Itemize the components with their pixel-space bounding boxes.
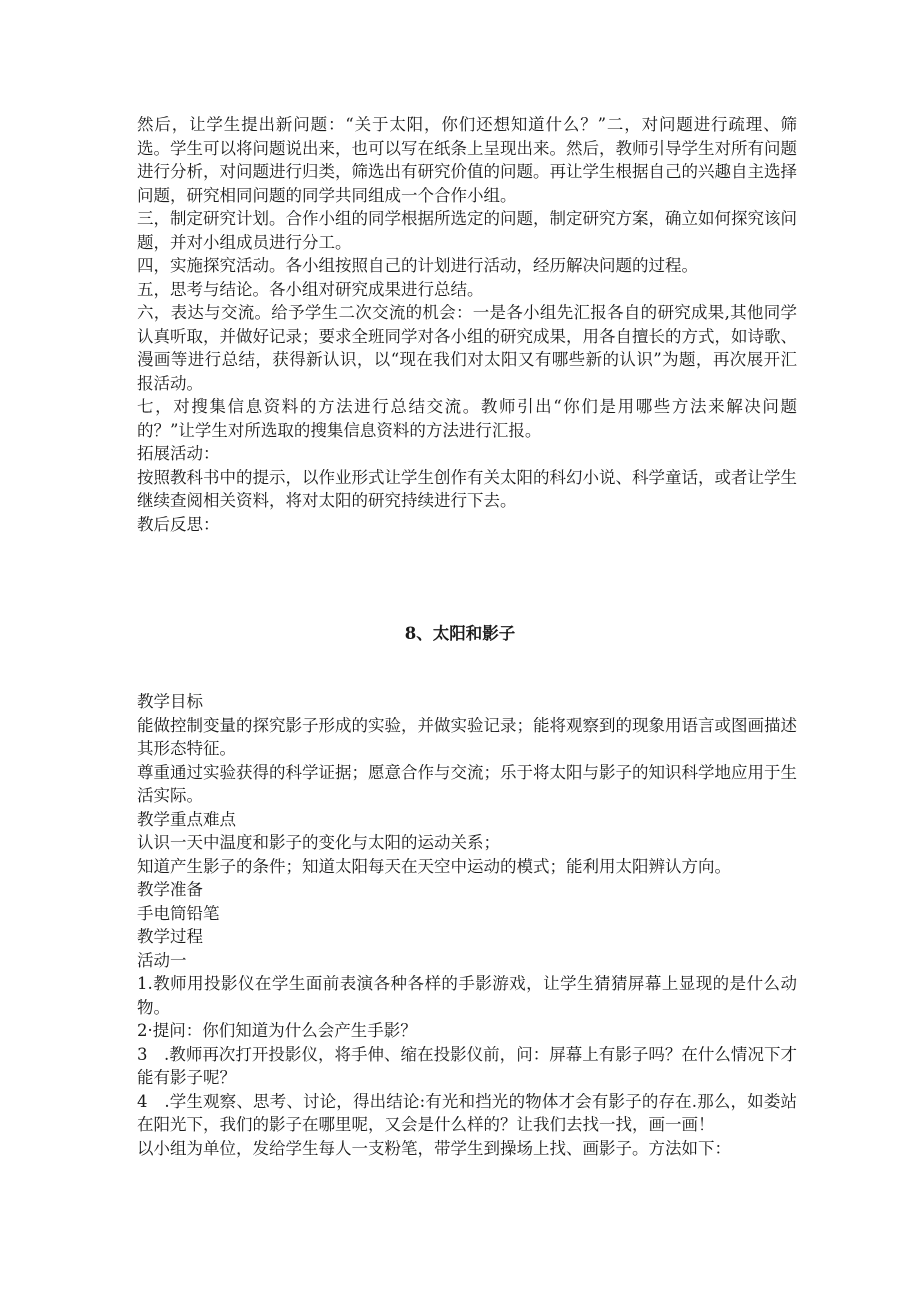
paragraph-step-6: 六，表达与交流。给予学生二次交流的机会：一是各小组先汇报各自的研究成果,其他同学认真听取，并做好记录；要求全班同学对各小组的研究成果，用各自擅长的方式，如诗歌、漫画等进行总结，获得新认识，以“现在我们对太阳又有哪些新的认识”为题，再次展开汇报活动。 xyxy=(137,303,797,393)
paragraph-step-3: 三，制定研究计划。合作小组的同学根据所选定的问题，制定研究方案，确立如何探究该问题，并对小组成员进行分工。 xyxy=(137,209,797,252)
heading-activity-1: 活动一 xyxy=(137,950,187,970)
heading-key-points: 教学重点难点 xyxy=(137,809,236,829)
heading-extension-activity: 拓展活动： xyxy=(137,444,220,463)
heading-teaching-goals: 教学目标 xyxy=(137,692,203,711)
paragraph-step-4: 四，实施探究活动。各小组按照自己的计划进行活动，经历解决问题的过程。 xyxy=(137,256,698,275)
lesson-title: 8、太阳和影子 xyxy=(404,624,516,643)
paragraph-item-4: 4 .学生观察、思考、讨论，得出结论:有光和挡光的物体才会有影子的存在.那么，如娄站在阳光下，我们的影子在哪里呢，又会是什么样的？让我们去找一找，画一画！ xyxy=(137,1091,797,1134)
paragraph-goal-1: 能做控制变量的探究影子形成的实验，并做实验记录；能将观察到的现象用语言或图画描述其形态特征。 xyxy=(137,715,797,758)
section-2-body xyxy=(137,690,797,1160)
paragraph-key-point-2: 知道产生影子的条件；知道太阳每天在天空中运动的模式；能利用太阳辨认方向。 xyxy=(137,856,731,876)
section-1-body xyxy=(137,113,797,536)
paragraph-item-1: 1.教师用投影仪在学生面前表演各种各样的手影游戏，让学生猜猜屏幕上显现的是什么动物。 xyxy=(137,974,797,1017)
heading-process: 教学过程 xyxy=(137,927,203,946)
heading-preparation: 教学准备 xyxy=(137,880,203,899)
paragraph-extension: 按照教科书中的提示，以作业形式让学生创作有关太阳的科幻小说、科学童话，或者让学生继续查阅相关资料，将对太阳的研究持续进行下去。 xyxy=(137,467,797,510)
paragraph-item-3: 3 .教师再次打开投影仪，将手伸、缩在投影仪前，问：屏幕上有影子吗？在什么情况下才能有影子呢？ xyxy=(137,1044,797,1087)
paragraph-materials: 手电筒铅笔 xyxy=(137,903,220,923)
heading-reflection: 教后反思： xyxy=(137,514,220,534)
paragraph-goal-2: 尊重通过实验获得的科学证据；愿意合作与交流；乐于将太阳与影子的知识科学地应用于生活实际。 xyxy=(137,762,797,805)
paragraph-step-7: 七，对搜集信息资料的方法进行总结交流。教师引出“你们是用哪些方法来解决问题的？”让学生对所选取的搜集信息资料的方法进行汇报。 xyxy=(137,397,797,440)
paragraph-new-questions: 然后，让学生提出新问题：“关于太阳，你们还想知道什么？”二，对问题进行疏理、筛选。学生可以将问题说出来，也可以写在纸条上呈现出来。然后，教师引导学生对所有问题进行分析，对问题进行归类，筛选出有研究价值的问题。再让学生根据自己的兴趣自主选择问题，研究相同问题的同学共同组成一个合作小组。 xyxy=(137,115,797,205)
paragraph-group-method: 以小组为单位，发给学生每人一支粉笔，带学生到操场上找、画影子。方法如下： xyxy=(137,1138,731,1158)
paragraph-key-point-1: 认识一天中温度和影子的变化与太阳的运动关系； xyxy=(137,833,500,852)
paragraph-step-5: 五，思考与结论。各小组对研究成果进行总结。 xyxy=(137,279,484,299)
paragraph-item-2: 2·提问：你们知道为什么会产生手影？ xyxy=(137,1021,417,1040)
